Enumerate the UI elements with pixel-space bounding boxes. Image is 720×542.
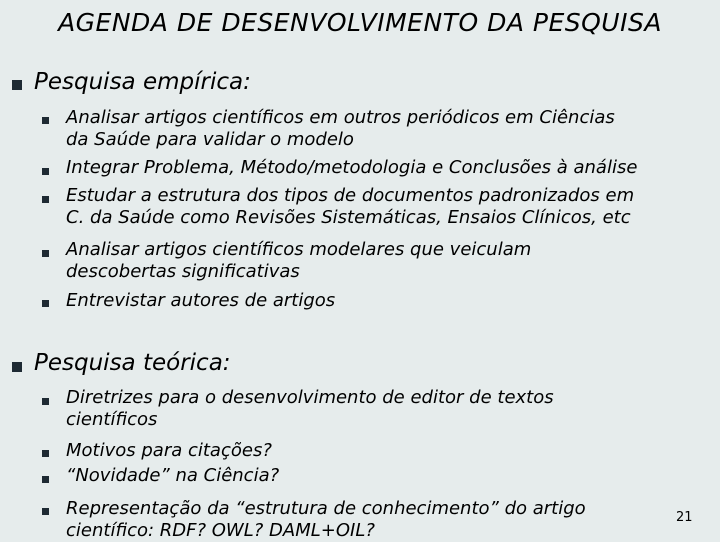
bullet-icon — [12, 80, 22, 90]
list-item: Integrar Problema, Método/metodologia e Conclusões à análise — [66, 157, 638, 178]
list-item: Diretrizes para o desenvolvimento de editor de textos científicos — [66, 387, 554, 430]
bullet-icon — [42, 196, 49, 203]
list-item: “Novidade” na Ciência? — [66, 465, 280, 486]
section-heading-teorica: Pesquisa teórica: — [34, 350, 231, 376]
slide-title: AGENDA DE DESENVOLVIMENTO DA PESQUISA — [58, 8, 662, 37]
bullet-icon — [42, 168, 49, 175]
list-item: Entrevistar autores de artigos — [66, 290, 336, 311]
list-item: Estudar a estrutura dos tipos de documentos padronizados em C. da Saúde como Revisões Sistemáticas, Ensaios Clínicos, etc — [66, 185, 635, 228]
bullet-icon — [42, 117, 49, 124]
list-item: Motivos para citações? — [66, 440, 272, 461]
bullet-icon — [12, 362, 22, 372]
list-item: Analisar artigos científicos modelares que veiculam descobertas significativas — [66, 239, 532, 282]
bullet-icon — [42, 250, 49, 257]
list-item: Analisar artigos científicos em outros periódicos em Ciências da Saúde para validar o modelo — [66, 107, 615, 150]
bullet-icon — [42, 476, 49, 483]
bullet-icon — [42, 508, 49, 515]
section-heading-empirica: Pesquisa empírica: — [34, 69, 251, 95]
bullet-icon — [42, 398, 49, 405]
bullet-icon — [42, 300, 49, 307]
page-number: 21 — [676, 510, 693, 525]
bullet-icon — [42, 450, 49, 457]
list-item: Representação da “estrutura de conhecimento” do artigo científico: RDF? OWL? DAML+OIL? — [66, 498, 586, 541]
